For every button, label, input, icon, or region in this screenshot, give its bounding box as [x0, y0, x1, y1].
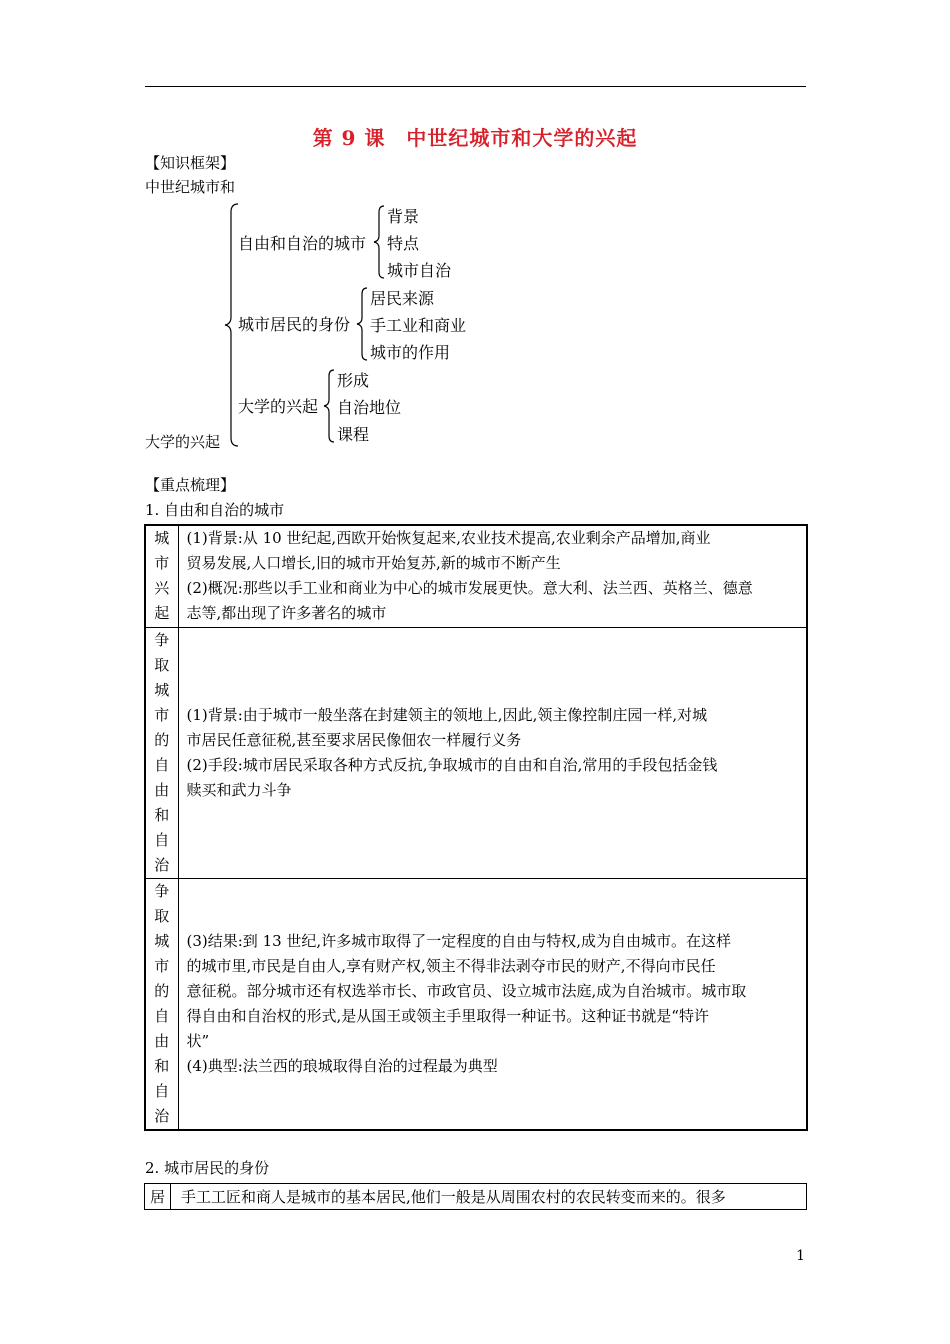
content-line: (3)结果:到 13 世纪,许多城市取得了一定程度的自由与特权,成为自由城市。在这样 — [186, 931, 731, 950]
row-label-char: 自 — [154, 755, 170, 774]
row-label-char: 自 — [154, 1081, 170, 1100]
row-label — [145, 525, 178, 627]
table-row — [145, 627, 807, 878]
content-line: 志等,都出现了许多著名的城市 — [186, 604, 387, 623]
framework-item: 手工业和商业 — [370, 316, 467, 335]
row-label-char: 取 — [154, 906, 170, 925]
row-label-char: 市 — [154, 705, 170, 724]
framework-item: 居民来源 — [370, 289, 435, 308]
row-content: 手工工匠和商人是城市的基本居民,他们一般是从周围农村的农民转变而来的。很多 — [171, 1184, 807, 1210]
table-row — [145, 525, 807, 627]
framework-brace-1 — [372, 204, 388, 280]
page-number: 1 — [796, 1248, 805, 1264]
content-line: 得自由和自治权的形式,是从国王或领主手里取得一种证书。这种证书就是“特许 — [186, 1006, 709, 1025]
lesson-title: 第 9 课 中世纪城市和大学的兴起 — [312, 126, 638, 150]
row-label-char: 争 — [154, 881, 170, 900]
row-label-char: 争 — [154, 630, 170, 649]
row-label: 居 — [145, 1184, 171, 1210]
row-label-char: 和 — [154, 805, 170, 824]
content-line: 市居民任意征税,甚至要求居民像佃农一样履行义务 — [186, 730, 522, 749]
row-label-char: 城 — [154, 529, 170, 548]
framework-root-bottom: 大学的兴起 — [145, 433, 221, 451]
content-line: 赎买和武力斗争 — [186, 780, 292, 799]
row-label — [145, 627, 178, 878]
content-line: (1)背景:从 10 世纪起,西欧开始恢复起来,农业技术提高,农业剩余产品增加,商业 — [186, 529, 711, 548]
section2-table — [144, 1183, 807, 1210]
framework-branch-3: 大学的兴起 — [238, 397, 319, 416]
row-label-char: 市 — [154, 956, 170, 975]
row-label-char: 取 — [154, 655, 170, 674]
table-row — [145, 878, 807, 1130]
row-label-char: 由 — [154, 780, 170, 799]
header-rule — [145, 86, 806, 87]
framework-item: 城市自治 — [387, 261, 452, 280]
row-content — [178, 878, 807, 1130]
content-line: (1)背景:由于城市一般坐落在封建领主的领地上,因此,领主像控制庄园一样,对城 — [186, 705, 708, 724]
row-label-char: 治 — [154, 1106, 170, 1125]
row-label-char: 自 — [154, 830, 170, 849]
content-line: (2)概况:那些以手工业和商业为中心的城市发展更快。意大利、法兰西、英格兰、德意 — [186, 579, 753, 598]
row-label-char: 和 — [154, 1056, 170, 1075]
row-label-char: 兴 — [154, 579, 170, 598]
table-row — [145, 1184, 807, 1210]
framework-item: 城市的作用 — [370, 343, 451, 362]
content-line: (2)手段:城市居民采取各种方式反抗,争取城市的自由和自治,常用的手段包括金钱 — [186, 755, 718, 774]
row-label-char: 的 — [154, 981, 170, 1000]
section1-table — [144, 524, 808, 1131]
section2-heading: 2. 城市居民的身份 — [145, 1159, 270, 1177]
row-label-char: 市 — [154, 554, 170, 573]
framework-item: 自治地位 — [337, 398, 402, 417]
content-line: 状” — [186, 1031, 210, 1050]
content-line: 贸易发展,人口增长,旧的城市开始复苏,新的城市不断产生 — [186, 554, 561, 573]
row-content — [178, 525, 807, 627]
row-label-char: 由 — [154, 1031, 170, 1050]
row-label-char: 治 — [154, 855, 170, 874]
row-label-char: 城 — [154, 931, 170, 950]
row-label-char: 城 — [154, 680, 170, 699]
section1-heading: 1. 自由和自治的城市 — [145, 501, 285, 519]
row-label-char: 的 — [154, 730, 170, 749]
framework-branch-2: 城市居民的身份 — [238, 315, 351, 334]
row-content — [178, 627, 807, 878]
row-label — [145, 878, 178, 1130]
framework-branch-1: 自由和自治的城市 — [238, 234, 367, 253]
framework-brace-3 — [322, 368, 338, 444]
review-heading: 【重点梳理】 — [145, 476, 236, 494]
framework-heading: 【知识框架】 — [145, 154, 236, 172]
framework-item: 背景 — [387, 207, 420, 226]
framework-brace-2 — [355, 286, 371, 362]
content-line: 的城市里,市民是自由人,享有财产权,领主不得非法剥夺市民的财产,不得向市民任 — [186, 956, 716, 975]
framework-item: 特点 — [387, 234, 420, 253]
content-line: 意征税。部分城市还有权选举市长、市政官员、设立城市法庭,成为自治城市。城市取 — [186, 981, 747, 1000]
row-label-char: 自 — [154, 1006, 170, 1025]
row-label-char: 起 — [154, 604, 170, 623]
framework-item: 形成 — [337, 371, 370, 390]
framework-root-top: 中世纪城市和 — [145, 178, 236, 196]
content-line: (4)典型:法兰西的琅城取得自治的过程最为典型 — [186, 1056, 498, 1075]
framework-item: 课程 — [337, 425, 370, 444]
